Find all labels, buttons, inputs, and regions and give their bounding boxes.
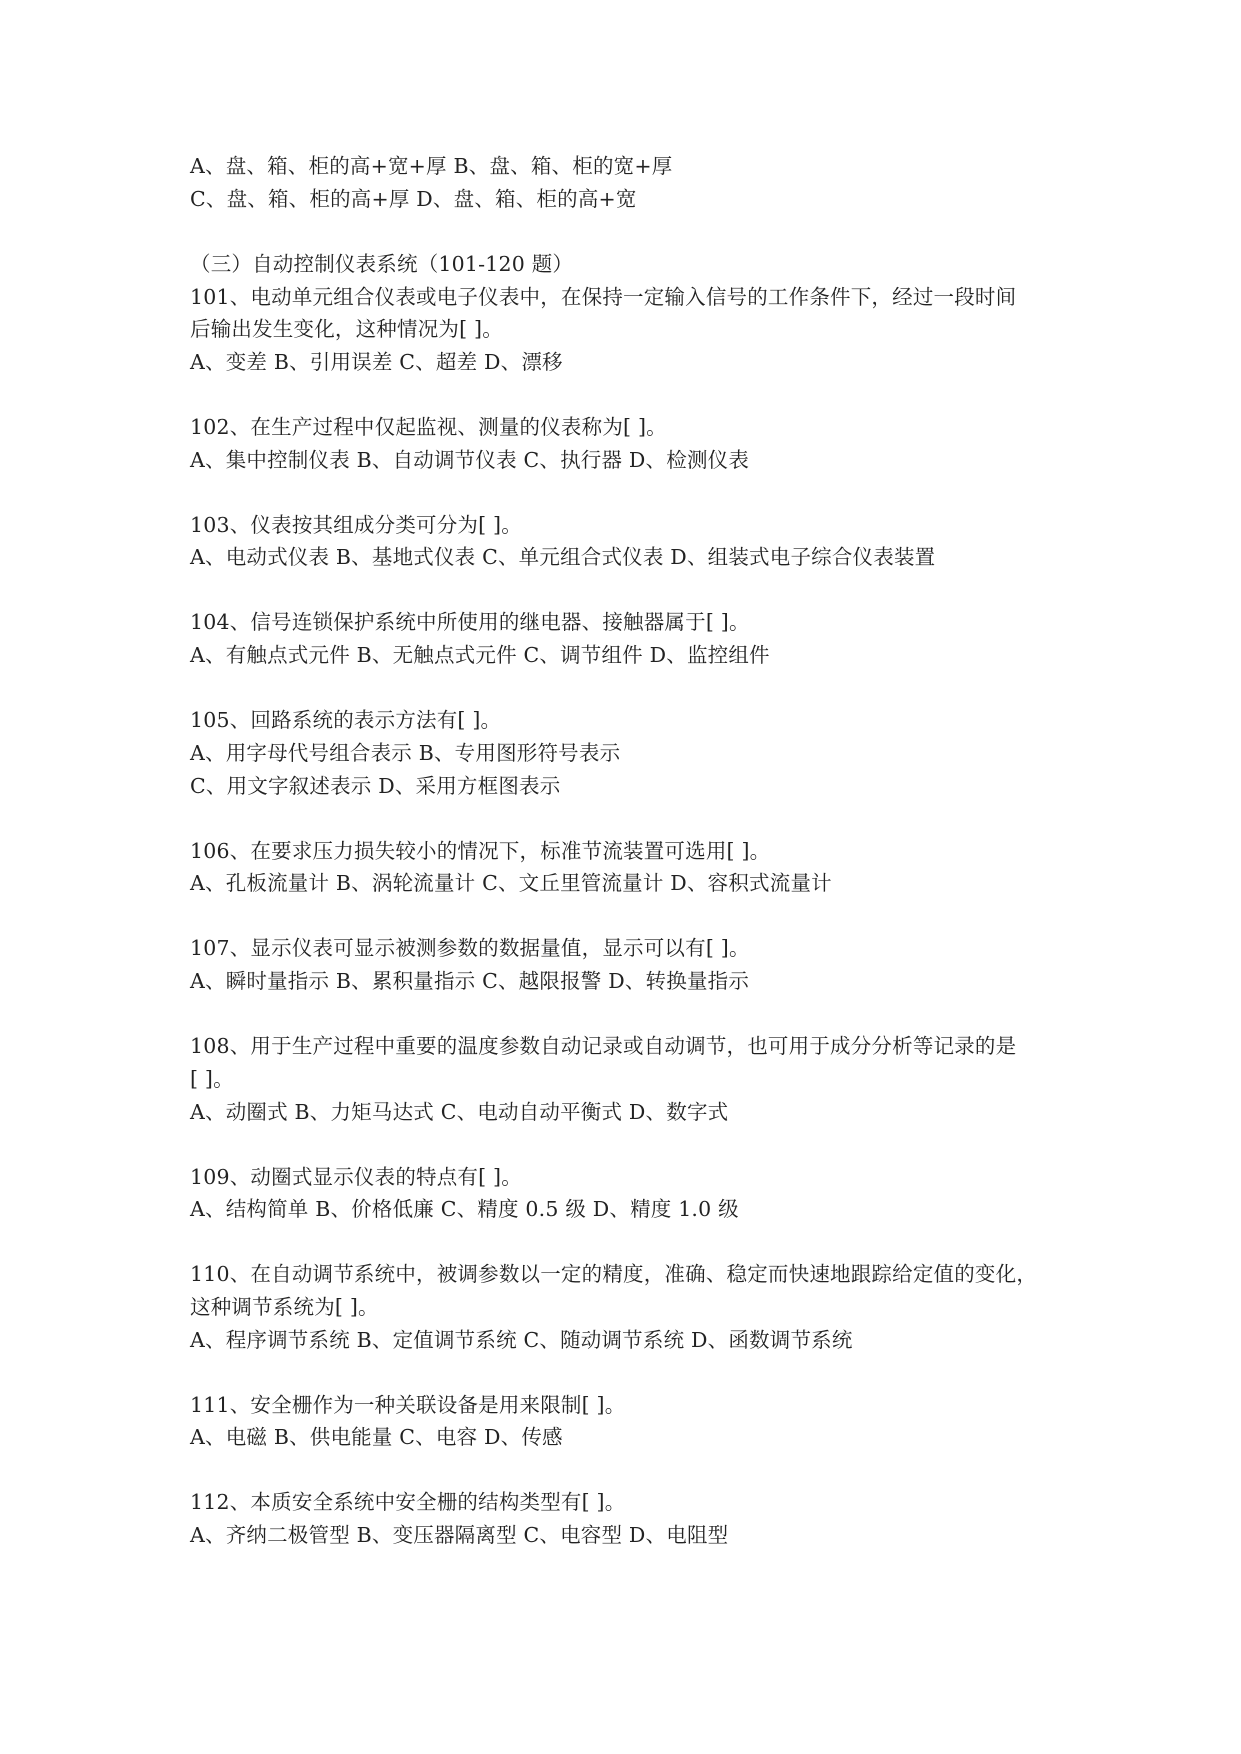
question-106-options: A、孔板流量计 B、涡轮流量计 C、文丘里管流量计 D、容积式流量计 — [190, 871, 832, 895]
section-heading: （三）自动控制仪表系统（101-120 题） — [190, 252, 574, 276]
question-110-options: A、程序调节系统 B、定值调节系统 C、随动调节系统 D、函数调节系统 — [190, 1328, 853, 1352]
question-105: 105、回路系统的表示方法有[ ]。 — [190, 708, 502, 732]
question-103-options: A、电动式仪表 B、基地式仪表 C、单元组合式仪表 D、组装式电子综合仪表装置 — [190, 545, 936, 569]
question-105-options: C、用文字叙述表示 D、采用方框图表示 — [190, 774, 561, 798]
question-101: 101、电动单元组合仪表或电子仪表中，在保持一定输入信号的工作条件下，经过一段时间 — [190, 285, 1017, 309]
question-103: 103、仪表按其组成分类可分为[ ]。 — [190, 513, 522, 537]
answer-options-line: C、盘、箱、柜的高+厚 D、盘、箱、柜的高+宽 — [190, 187, 637, 211]
question-108-continued: [ ]。 — [190, 1067, 234, 1091]
question-102: 102、在生产过程中仅起监视、测量的仪表称为[ ]。 — [190, 415, 667, 439]
question-110-continued: 这种调节系统为[ ]。 — [190, 1295, 379, 1319]
question-102-options: A、集中控制仪表 B、自动调节仪表 C、执行器 D、检测仪表 — [190, 448, 750, 472]
question-104-options: A、有触点式元件 B、无触点式元件 C、调节组件 D、监控组件 — [190, 643, 770, 667]
question-101-options: A、变差 B、引用误差 C、超差 D、漂移 — [190, 350, 563, 374]
question-105-options: A、用字母代号组合表示 B、专用图形符号表示 — [190, 741, 621, 765]
question-107-options: A、瞬时量指示 B、累积量指示 C、越限报警 D、转换量指示 — [190, 969, 750, 993]
question-111: 111、安全栅作为一种关联设备是用来限制[ ]。 — [190, 1393, 626, 1417]
question-111-options: A、电磁 B、供电能量 C、电容 D、传感 — [190, 1425, 563, 1449]
question-106: 106、在要求压力损失较小的情况下，标准节流装置可选用[ ]。 — [190, 839, 771, 863]
question-107: 107、显示仪表可显示被测参数的数据量值，显示可以有[ ]。 — [190, 936, 750, 960]
question-108: 108、用于生产过程中重要的温度参数自动记录或自动调节，也可用于成分分析等记录的是 — [190, 1034, 1017, 1058]
question-104: 104、信号连锁保护系统中所使用的继电器、接触器属于[ ]。 — [190, 610, 750, 634]
question-112-options: A、齐纳二极管型 B、变压器隔离型 C、电容型 D、电阻型 — [190, 1523, 729, 1547]
answer-options-line: A、盘、箱、柜的高+宽+厚 B、盘、箱、柜的宽+厚 — [190, 154, 673, 178]
question-112: 112、本质安全系统中安全栅的结构类型有[ ]。 — [190, 1490, 626, 1514]
question-109: 109、动圈式显示仪表的特点有[ ]。 — [190, 1165, 522, 1189]
question-101-continued: 后输出发生变化，这种情况为[ ]。 — [190, 317, 503, 341]
question-110: 110、在自动调节系统中，被调参数以一定的精度，准确、稳定而快速地跟踪给定值的变化， — [190, 1262, 1038, 1286]
question-109-options: A、结构简单 B、价格低廉 C、精度 0.5 级 D、精度 1.0 级 — [190, 1197, 739, 1221]
question-108-options: A、动圈式 B、力矩马达式 C、电动自动平衡式 D、数字式 — [190, 1100, 729, 1124]
